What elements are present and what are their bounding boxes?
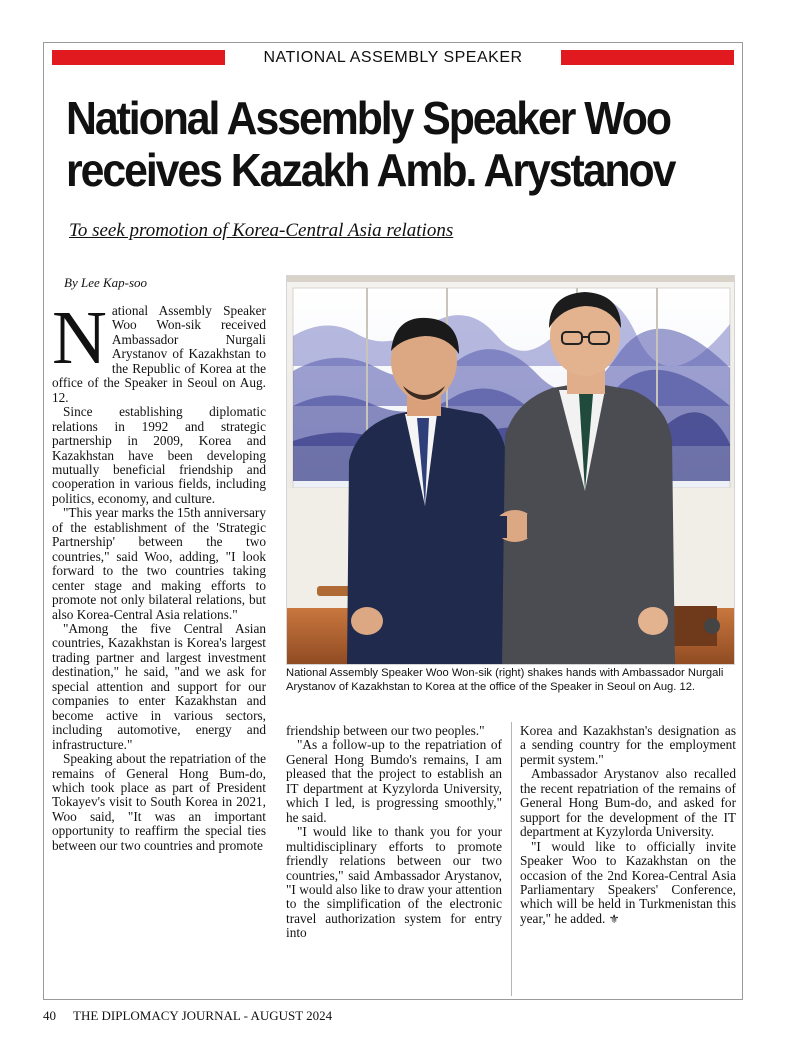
drop-cap: N [52, 304, 107, 380]
headline-line-2: receives Kazakh Amb. Arystanov [66, 144, 675, 196]
article-paragraph: "This year marks the 15th anniversary of the establishment of the 'Strategic Partnership' between the two countries," said Woo, adding, "I look forward to the two countries taking center stage and making efforts to promote not only bilateral relations, but also Korea-Central Asia relations." [52, 505, 266, 622]
article-column-1 [52, 304, 266, 994]
article-paragraph: ational Assembly Speaker Woo Won-sik received Ambassador Nurgali Arystanov of Kazakhstan to the Republic of Korea at the office of the Speaker in Seoul on Aug. 12. [52, 304, 266, 405]
article-column-2 [286, 724, 502, 996]
handshake-photo-illustration [287, 276, 735, 665]
byline: By Lee Kap-soo [64, 275, 148, 290]
section-bar-left [52, 50, 225, 65]
article-paragraph: "I would like to thank you for your multidisciplinary efforts to promote friendly relations between our two countries," said Ambassador Arystanov, "I would also like to draw your attention to the simplification of the electronic travel authorization system for entry into [286, 824, 502, 941]
page-footer [43, 1008, 332, 1024]
article-column-3 [520, 724, 736, 996]
section-header [52, 48, 734, 68]
article-paragraph: Since establishing diplomatic relations in 1992 and strategic partnership in 2009, Korea and Kazakhstan have been developing mutually beneficial friendship and cooperation in various fields, including politics, economy, and culture. [52, 404, 266, 506]
article-paragraph: Speaking about the repatriation of the remains of General Hong Bum-do, which took place as part of President Tokayev's visit to South Korea in 2021, Woo said, "It was an important opportunity to reaffirm the special ties between our two countries and promote [52, 751, 266, 853]
article-paragraph-text: "I would like to officially invite Speaker Woo to Kazakhstan on the occasion of the 2nd Korea-Central Asia Parliamentary Speakers' Conference, which will be held in Turkmenistan this year," he added. [520, 838, 736, 926]
section-label: NATIONAL ASSEMBLY SPEAKER [263, 49, 523, 66]
column-divider [511, 722, 512, 996]
article-paragraph: "Among the five Central Asian countries, Kazakhstan is Korea's largest trading partner and largest investment destination," he said, "and we ask for special attention and support for our companies to enter Kazakhstan and become active in various sectors, including automotive, energy and infrastructure." [52, 620, 266, 752]
subheadline: To seek promotion of Korea-Central Asia relations [69, 220, 454, 241]
article-paragraph: Korea and Kazakhstan's designation as a sending country for the employment permit system." [520, 724, 736, 767]
article-paragraph [520, 840, 736, 927]
photo-caption: National Assembly Speaker Woo Won-sik (right) shakes hands with Ambassador Nurgali Arystanov of Kazakhstan to Korea at the office of the Speaker in Seoul on Aug. 12. [286, 667, 724, 693]
article-paragraph: Ambassador Arystanov also recalled the recent repatriation of the remains of General Hong Bum-do, and asked for support for the development of the IT department at Kyzylorda University. [520, 766, 736, 840]
headline [66, 92, 689, 196]
section-bar-right [561, 50, 734, 65]
headline-line-1: National Assembly Speaker Woo [66, 92, 670, 144]
article-photo [286, 275, 735, 665]
page-number: 40 [43, 1008, 56, 1023]
article-paragraph: "As a follow-up to the repatriation of General Hong Bumdo's remains, I am pleased that the project to establish an IT department at Kyzylorda University, which I led, is progressing smoothly," he said. [286, 737, 502, 825]
end-mark-icon: ⚜ [608, 911, 620, 926]
article-paragraph: friendship between our two peoples." [286, 724, 485, 738]
publication-name: THE DIPLOMACY JOURNAL - AUGUST 2024 [73, 1008, 333, 1023]
